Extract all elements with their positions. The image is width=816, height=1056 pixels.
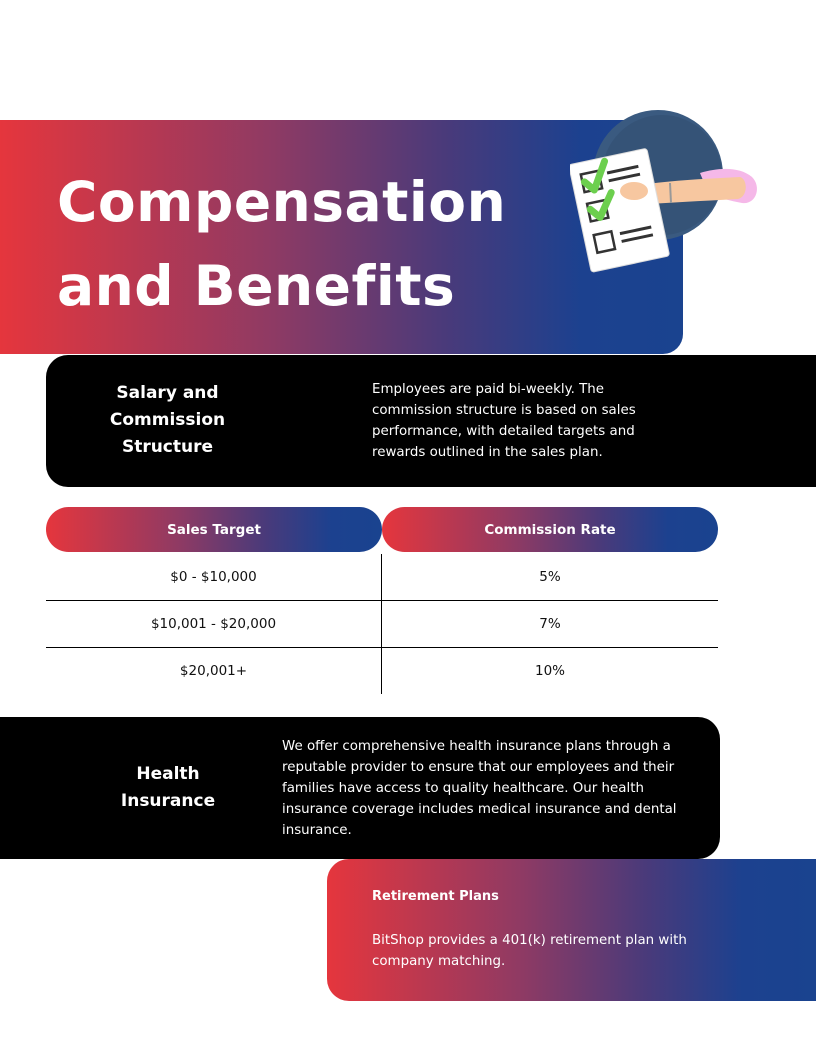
sales-target-cell: $10,001 - $20,000 [46,601,382,647]
table-row [46,601,718,648]
health-heading-line-1: Health [136,764,200,784]
salary-heading: Salary and Commission Structure [109,383,226,457]
sales-target-cell: $20,001+ [46,648,382,694]
title-line-2: and Benefits [57,254,456,318]
retirement-heading: Retirement Plans [372,889,499,904]
table-row [46,648,718,694]
title-line-1: Compensation [57,170,507,234]
table-header-commission-rate: Commission Rate [382,507,718,552]
commission-rate-cell: 7% [539,616,561,632]
commission-rate-cell: 5% [539,569,561,585]
table-header-sales-target: Sales Target [46,507,382,552]
commission-table [46,554,718,694]
health-heading-line-2: Insurance [120,791,216,811]
health-heading [100,761,236,815]
salary-description: Employees are paid bi-weekly. The commission structure is based on sales performance, with detailed targets and rewards outlined in the sales plan. [372,382,636,460]
page-title [57,160,577,328]
commission-rate-cell: 10% [534,663,565,679]
health-description: We offer comprehensive health insurance plans through a reputable provider to ensure that our employees and their families have access to quality healthcare. Our health insurance coverage includes medical insurance and dental insurance. [282,739,677,838]
retirement-description: BitShop provides a 401(k) retirement plan with company matching. [372,933,687,969]
checklist-hand-illustration [570,105,770,275]
sales-target-cell: $0 - $10,000 [46,554,382,600]
table-row [46,554,718,601]
